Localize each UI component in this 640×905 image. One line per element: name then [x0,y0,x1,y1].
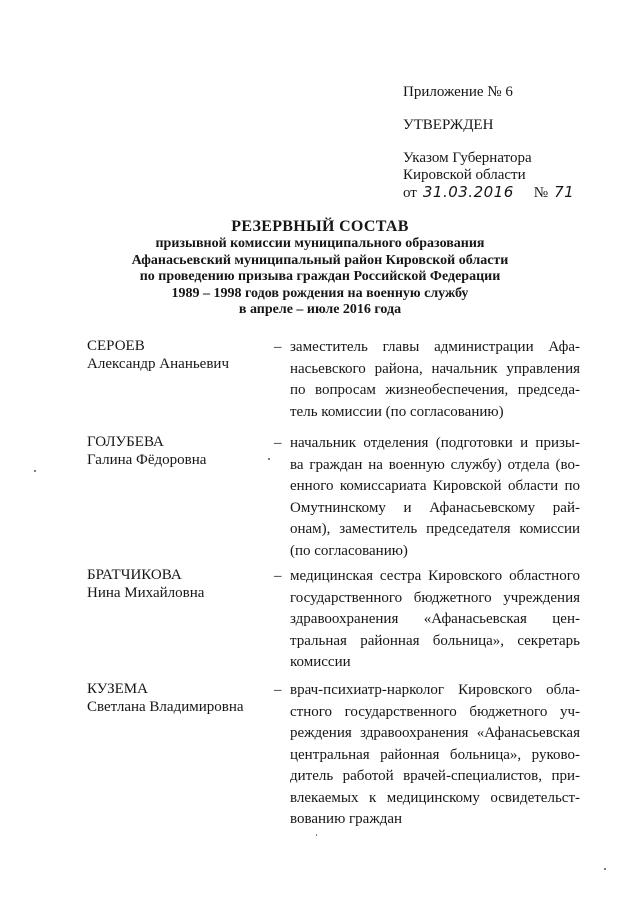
role-line: врач-психиатр-нарколог Кировского обла- [290,682,580,698]
role-line: стного государственного бюджетного уч- [290,703,580,720]
role-line: влекаемых к медицинскому освидетельст- [290,789,580,806]
scan-speck [604,868,606,870]
title-line: Афанасьевский муниципальный район Кировской области [131,252,509,268]
date-prefix: от [403,185,417,201]
handwritten-date: 31.03.2016 [422,183,514,201]
dash-separator: – [274,568,282,584]
role-line: центральная районная больница», руково- [290,746,580,763]
role-line: вованию граждан [290,811,403,827]
role-line: медицинская сестра Кировского областного [290,568,580,584]
member-given-name: Галина Фёдоровна [87,452,207,468]
role-line: (по согласованию) [290,542,408,559]
role-line: Омутнинскому и Афанасьевскому рай- [290,499,580,516]
title-line: призывной комиссии муниципального образования [155,236,485,251]
member-role [290,680,580,831]
role-line: начальник отделения (подготовки и призы- [290,435,580,451]
dash-separator: – [274,435,282,451]
decree-line-1: Указом Губернатора [403,150,532,166]
title-main: РЕЗЕРВНЫЙ СОСТАВ [231,218,409,235]
role-line: комиссии [290,654,351,670]
role-line: тель комиссии (по согласованию) [290,403,504,420]
member-role [290,433,580,562]
member-surname: ГОЛУБЕВА [87,434,164,450]
role-line: тральная районная больница», секретарь [290,632,580,649]
role-line: насьевского района, начальник управления [290,360,580,377]
dash-separator: – [274,682,282,698]
role-line: дитель работой врачей-специалистов, при- [290,768,580,784]
member-given-name: Светлана Владимировна [87,699,244,715]
role-line: онам), заместитель председателя комиссии [290,521,580,537]
appendix-label: Приложение № 6 [403,84,513,100]
member-name [87,433,267,469]
member-name [87,680,267,716]
role-line: здравоохранения «Афанасьевская цен- [290,611,580,627]
document-title [60,218,580,319]
member-surname: БРАТЧИКОВА [87,567,182,583]
scan-speck [268,458,270,460]
role-line: реждения здравоохранения «Афанасьевская [290,725,580,741]
role-line: по вопросам жизнеобеспечения, председа- [290,382,580,398]
handwritten-number: 71 [554,183,575,201]
approval-block [403,84,623,202]
title-line: по проведению призыва граждан Российской Федерации [139,269,501,284]
role-line: заместитель главы администрации Афа- [290,339,580,355]
scan-speck [34,470,36,472]
title-line: 1989 – 1998 годов рождения на военную службу [171,285,469,301]
member-role [290,566,580,674]
role-line: государственного бюджетного учреждения [290,589,580,606]
title-line: в апреле – июле 2016 года [238,302,402,317]
member-surname: КУЗЕМА [87,681,148,697]
member-name [87,337,267,373]
role-line: ва граждан на военную службу) отдела (во- [290,456,580,473]
role-line: енного комиссариата Кировской области по [290,478,580,494]
member-role [290,337,580,423]
member-surname: СЕРОЕВ [87,338,145,354]
member-name [87,566,267,602]
member-given-name: Нина Михайловна [87,585,205,601]
number-prefix: № [533,185,549,201]
decree-line-2: Кировской области [403,167,526,183]
scan-speck [316,834,317,836]
approved-label: УТВЕРЖДЕН [403,117,494,133]
member-given-name: Александр Ананьевич [87,356,229,372]
dash-separator: – [274,339,282,355]
decree-date-line [403,184,623,202]
